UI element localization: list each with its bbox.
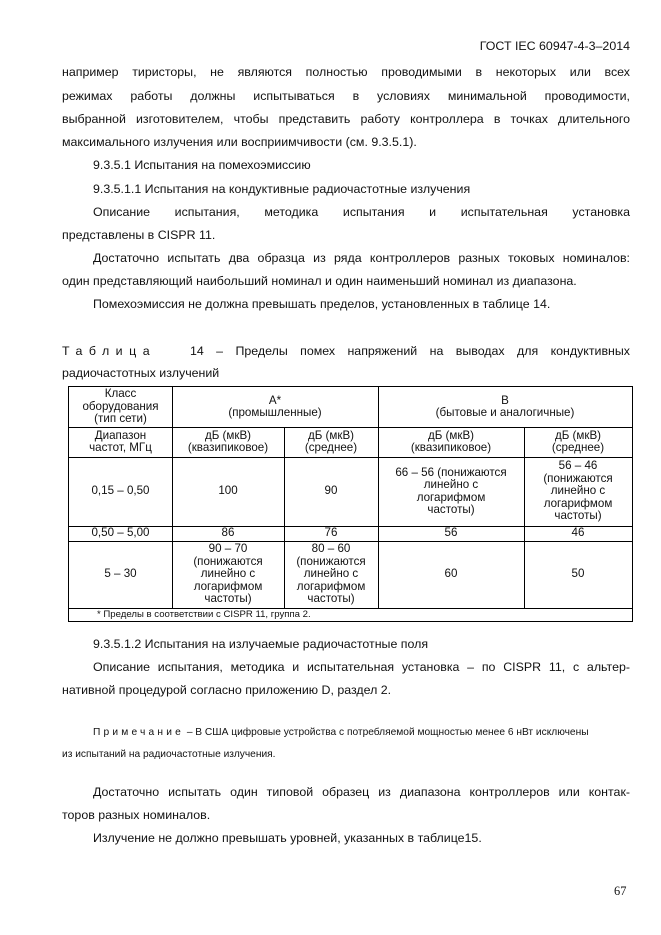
paragraph-2-line-2: один представляющий наибольший номинал и один наименьший номинал из диапазона. <box>62 274 577 288</box>
header-class-line: оборудования <box>82 399 159 413</box>
header-class-a <box>172 387 378 427</box>
cell-line: (понижаются <box>543 471 613 485</box>
note-label: Примечание <box>93 727 184 738</box>
row2-a-avg: 76 <box>324 526 338 540</box>
header-class-line: Класс <box>104 387 137 401</box>
cell-line: 56 – 46 <box>558 459 598 473</box>
header-avg-line: (среднее) <box>304 441 358 454</box>
cell-line: частоты) <box>204 592 252 606</box>
row1-b-avg <box>524 457 632 526</box>
header-a-quasi-peak <box>172 427 284 457</box>
cell-line: линейно с <box>303 567 359 581</box>
row3-a-qp <box>172 541 284 608</box>
header-avg-line: дБ (мкВ) <box>307 428 355 442</box>
cell-line: частоты) <box>307 592 355 606</box>
cell-line: частоты) <box>427 502 475 516</box>
paragraph-4-line-1: Описание испытания, методика и испытательная установка – по CISPR 11, с альтер- <box>93 660 630 674</box>
header-qp-line: дБ (мкВ) <box>204 428 252 442</box>
row1-a-qp: 100 <box>218 484 238 498</box>
header-b-average <box>524 427 632 457</box>
cell-line: логарифмом <box>193 579 263 593</box>
intro-line-2: режимах работы должны испытываться в условиях минимальной проводимости, <box>62 89 630 103</box>
header-avg-line: (среднее) <box>551 441 605 454</box>
header-b-quasi-peak <box>378 427 524 457</box>
note-text-1: – В США цифровые устройства с потребляемой мощностью менее 6 нВт исключены <box>186 727 589 738</box>
header-qp-line: (квазипиковое) <box>410 441 492 454</box>
row2-a-qp: 86 <box>221 526 235 540</box>
cell-line: 90 – 70 <box>208 542 248 556</box>
row1-a-avg: 90 <box>324 484 338 498</box>
table-caption-title: 14 – Пределы помех напряжений на выводах для кондуктивных <box>190 344 630 358</box>
cell-line: линейно с <box>550 484 606 498</box>
paragraph-6: Излучение не должно превышать уровней, указанных в таблице15. <box>93 831 482 845</box>
cell-line: логарифмом <box>296 579 366 593</box>
table-footnote: * Пределы в соответствии с CISPR 11, группа 2. <box>97 609 311 620</box>
intro-line-1: например тиристоры, не являются полностью проводимыми в некоторых или всех <box>62 65 630 79</box>
paragraph-1-line-2: представлены в CISPR 11. <box>62 228 216 242</box>
header-a-line: (промышленные) <box>228 406 322 419</box>
row1-range: 0,15 – 0,50 <box>91 484 150 498</box>
row3-b-qp: 60 <box>444 567 458 581</box>
header-frequency-range <box>69 427 172 457</box>
header-range-line: Диапазон <box>94 428 147 442</box>
intro-line-3: выбранной изготовителем, чтобы представить работу контроллера в точках длительного <box>62 112 630 126</box>
page-number: 67 <box>614 884 627 898</box>
header-b-line: B <box>501 393 509 407</box>
header-class-line: (тип сети) <box>94 412 147 426</box>
cell-line: линейно с <box>423 478 479 492</box>
row2-b-avg: 46 <box>571 526 585 540</box>
row2-range: 0,50 – 5,00 <box>91 526 150 540</box>
cell-line: логарифмом <box>543 496 613 510</box>
document-header: ГОСТ IEC 60947-4-3–2014 <box>479 39 630 53</box>
row3-a-avg <box>284 541 378 608</box>
cell-line: 66 – 56 (понижаются <box>395 465 507 479</box>
row2-b-qp: 56 <box>444 526 458 540</box>
paragraph-2-line-1: Достаточно испытать два образца из ряда контроллеров разных токовых номиналов: <box>93 251 630 265</box>
header-qp-line: (квазипиковое) <box>187 441 269 454</box>
header-a-average <box>284 427 378 457</box>
table-caption-label: Таблица <box>62 344 157 358</box>
paragraph-4-line-2: нативной процедурой согласно приложению D, раздел 2. <box>62 683 392 697</box>
section-heading-9-3-5-1-1: 9.3.5.1.1 Испытания на кондуктивные радиочастотные излучения <box>93 182 471 196</box>
cell-line: частоты) <box>554 509 602 523</box>
section-heading-9-3-5-1-2: 9.3.5.1.2 Испытания на излучаемые радиочастотные поля <box>93 637 429 651</box>
section-heading-9-3-5-1: 9.3.5.1 Испытания на помехоэмиссию <box>93 158 311 172</box>
cell-line: логарифмом <box>416 490 486 504</box>
header-qp-line: дБ (мкВ) <box>427 428 475 442</box>
header-range-line: частот, МГц <box>89 441 152 454</box>
row3-range: 5 – 30 <box>104 567 137 581</box>
table-caption-line-1 <box>62 344 630 358</box>
cell-line: 80 – 60 <box>311 542 351 556</box>
note-line-2: из испытаний на радиочастотные излучения. <box>62 749 276 760</box>
paragraph-3: Помехоэмиссия не должна превышать пределов, установленных в таблице 14. <box>93 297 551 311</box>
paragraph-5-line-1: Достаточно испытать один типовой образец из диапазона контроллеров или контак- <box>93 785 630 799</box>
limits-table-14 <box>68 386 633 622</box>
note-line-1 <box>93 726 630 740</box>
paragraph-1-line-1: Описание испытания, методика испытания и испытательная установка <box>93 205 630 219</box>
row1-b-qp <box>378 457 524 526</box>
paragraph-5-line-2: торов разных номиналов. <box>62 808 211 822</box>
header-a-line: A* <box>268 393 282 407</box>
cell-line: (понижаются <box>296 554 366 568</box>
header-b-line: (бытовые и аналогичные) <box>435 406 575 419</box>
header-class <box>69 387 172 427</box>
intro-line-4: максимального излучения или восприимчивости (см. 9.3.5.1). <box>62 135 417 149</box>
cell-line: (понижаются <box>193 554 263 568</box>
cell-line: линейно с <box>200 567 256 581</box>
header-avg-line: дБ (мкВ) <box>554 428 602 442</box>
row3-b-avg: 50 <box>571 567 585 581</box>
header-class-b <box>378 387 632 427</box>
table-caption-line-2: радиочастотных излучений <box>62 366 220 380</box>
